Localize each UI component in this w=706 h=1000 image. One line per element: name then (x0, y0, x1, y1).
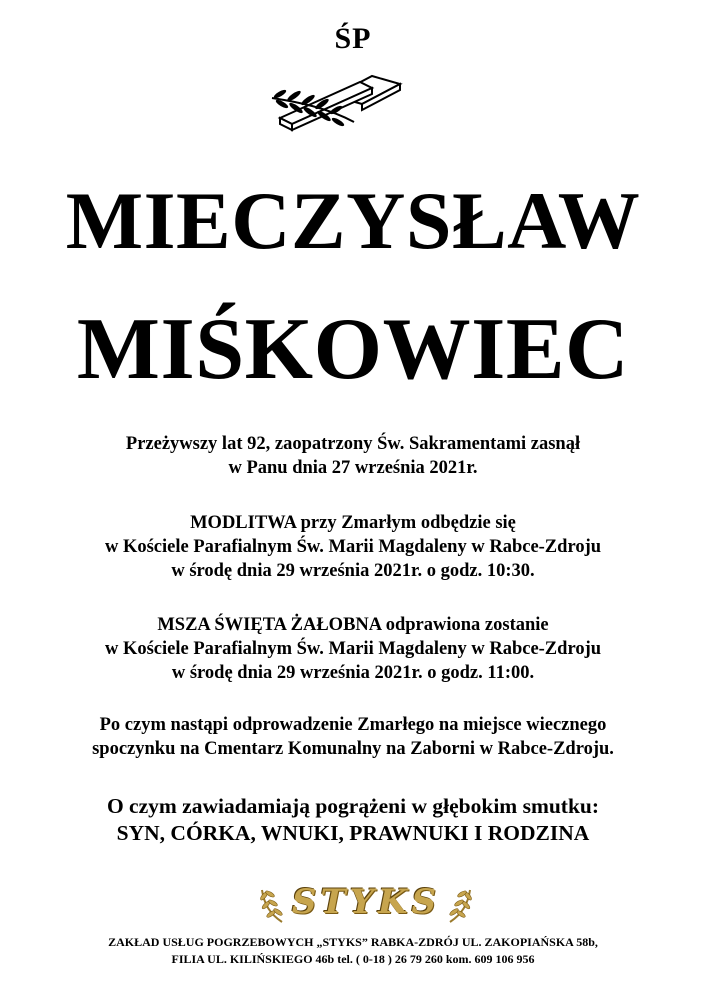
styks-logo (256, 882, 476, 928)
mass-info (0, 613, 706, 685)
mass-line-1 (0, 613, 706, 637)
burial-line: Po czym nastąpi odprowadzenie Zmarłego na miejsce wiecznego (99, 715, 607, 735)
styks-logo-text: STYKS (291, 882, 441, 922)
death-info-line: Przeżywszy lat 92, zaopatrzony Św. Sakramentami zasnął (125, 434, 581, 454)
burial-line: spoczynku na Cmentarz Komunalny na Zaborni w Rabce-Zdroju. (92, 739, 614, 759)
mourners-line: O czym zawiadamiają pogrążeni w głębokim smutku: (106, 794, 600, 818)
deceased-last-name: MIŚKOWIEC (76, 301, 630, 398)
prayer-line-1-rest: przy Zmarłym odbędzie się (295, 513, 516, 533)
death-info (0, 432, 706, 480)
mass-line-1-rest: odprawiona zostanie (381, 615, 549, 635)
cross-with-palm-branch-icon (268, 68, 416, 142)
burial-info (0, 713, 706, 761)
prayer-line-2: w Kościele Parafialnym Św. Marii Magdaleny w Rabce-Zdroju (104, 537, 602, 557)
death-info-line: w Panu dnia 27 września 2021r. (228, 458, 478, 478)
mass-line-2: w Kościele Parafialnym Św. Marii Magdaleny w Rabce-Zdroju (104, 639, 602, 659)
mourners-line: SYN, CÓRKA, WNUKI, PRAWNUKI I RODZINA (116, 821, 590, 845)
laurel-left-icon (256, 888, 286, 924)
footer-contact-line: FILIA UL. KILIŃSKIEGO 46b tel. ( 0-18 ) 26 79 260 kom. 609 106 956 (171, 952, 535, 966)
laurel-right-icon (446, 888, 476, 924)
footer-address-line: ZAKŁAD USŁUG POGRZEBOWYCH „STYKS” RABKA-ZDRÓJ UL. ZAKOPIAŃSKA 58b, (108, 935, 598, 949)
sp-abbreviation: ŚP (334, 22, 372, 55)
prayer-line-1 (0, 511, 706, 535)
prayer-info (0, 511, 706, 583)
mass-line-3: w środę dnia 29 września 2021r. o godz. 11:00. (171, 663, 535, 683)
mass-heading: MSZA ŚWIĘTA ŻAŁOBNA (157, 615, 382, 635)
prayer-heading: MODLITWA (190, 513, 296, 533)
mourners-info (0, 793, 706, 847)
prayer-line-3: w środę dnia 29 września 2021r. o godz. 10:30. (171, 561, 535, 581)
deceased-first-name: MIECZYSŁAW (65, 175, 641, 266)
